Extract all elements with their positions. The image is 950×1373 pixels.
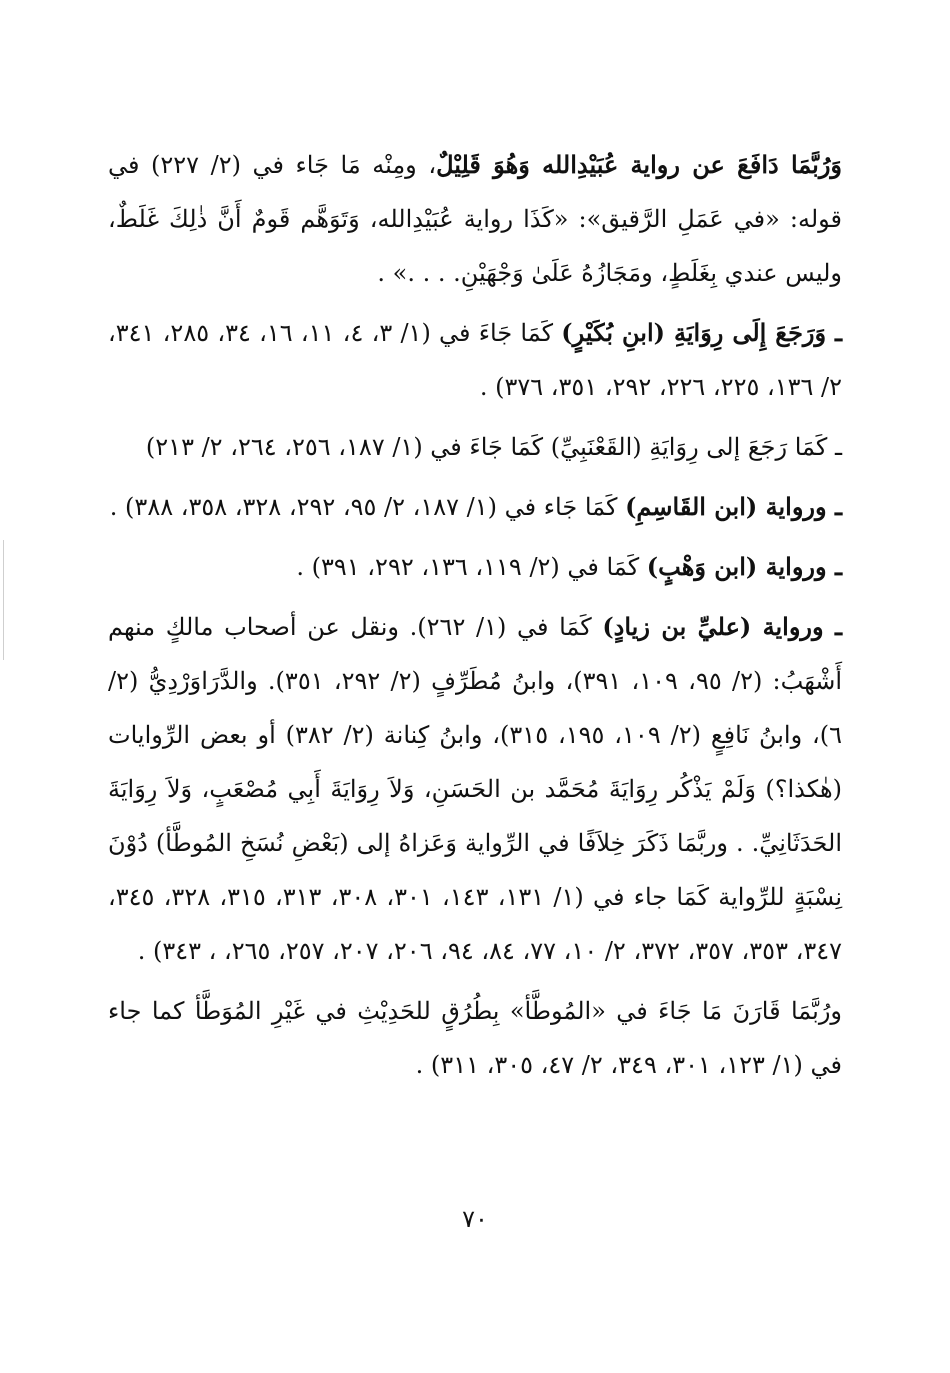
scan-edge-mark — [3, 540, 4, 660]
paragraph-2-emphasis: ـ وَرَجَعَ إِلَى رِوَايَةِ (ابنِ بُكَيْرٍ) — [561, 318, 843, 347]
paragraph-2-text: كَمَا جَاءَ في (١/ ٣، ٤، ١١، ١٦، ٣٤، ٢٨٥، ٣٤١، ٢/ ١٣٦، ٢٢٥، ٢٢٦، ٢٩٢، ٣٥١، ٣٧٦) . — [108, 319, 842, 401]
paragraph-6-emphasis: ـ ورواية (عليِّ بن زيادٍ) — [602, 612, 843, 641]
paragraph-3 — [108, 420, 842, 474]
paragraph-4-text: كَمَا جَاء في (١/ ١٨٧، ٢/ ٩٥، ٢٩٢، ٣٢٨، ٣٥٨، ٣٨٨) . — [109, 493, 626, 521]
paragraph-6-text: كَمَا في (١/ ٢٦٢). ونقل عن أصحاب مالكٍ منهم أَشْهَبُ: (٢/ ٩٥، ١٠٩، ٣٩١)، وابنُ مُطَرِّفٍ (٢/ ٢٩٢، ٣٥١). والدَّرَاوَرْدِيُّ (٢/ ٦)، وابنُ نَافِعٍ (٢/ ١٠٩، ١٩٥، ٣١٥)، وابنُ كِنانة (٢/ ٣٨٢) أو بعض الرِّوايات (هٰكذا؟) وَلَمْ يَذْكُر رِوَايَةَ مُحَمَّد بن الحَسَنِ، وَلاَ رِوَايَةَ أَبِي مُصْعَبٍ، وَلاَ رِوَايَةَ الحَدَثَانِيِّ. . وربَّمَا ذَكَرَ خِلاَفًا في الرِّواية وَعَزاهُ إلى (بَعْضِ نُسَخِ المُوطَّأ) دُوْنَ نِسْبَةٍ للرِّواية كَمَا جاء في (١/ ١٣١، ١٤٣، ٣٠١، ٣٠٨، ٣١٣، ٣١٥، ٣٢٨، ٣٤٥، ٣٤٧، ٣٥٣، ٣٥٧، ٣٧٢، ٢/ ١٠، ٧٧، ٨٤، ٩٤، ٢٠٦، ٢٠٧، ٢٥٧، ٢٦٥، ، ٣٤٣) . — [108, 613, 843, 965]
body-text — [108, 138, 842, 1098]
paragraph-1 — [108, 138, 842, 300]
paragraph-5 — [108, 540, 842, 594]
paragraph-4-emphasis: ـ ورواية (ابن القَاسِمِ) — [625, 492, 842, 521]
page-number: ٧٠ — [462, 1205, 488, 1233]
paragraph-3-text: ـ كَمَا رَجَعَ إلى رِوَايَةِ (القَعْنَبِيِّ) كَمَا جَاءَ في (١/ ١٨٧، ٢٥٦، ٢٦٤، ٢/ ٢١٣) — [145, 433, 842, 461]
paragraph-7 — [108, 984, 842, 1092]
paragraph-6 — [108, 600, 842, 978]
paragraph-1-emphasis: وَرُبَّمَا دَافَعَ عن رواية عُبَيْدِالله وَهُوَ قَلِيْلٌ — [436, 150, 842, 179]
paragraph-5-emphasis: ـ ورواية (ابن وَهْبٍ) — [646, 552, 842, 581]
paragraph-2 — [108, 306, 842, 414]
paragraph-1-text: ، ومِنْه مَا جَاء في (٢/ ٢٢٧) في قوله: «في عَمَلِ الرَّقيق»: «كَذَا رواية عُبَيْدِالله، وَتَوَهَّم قَومٌ أَنَّ ذٰلِكَ غَلَطٌ، وليس عندي بِغَلَطٍ، ومَجَازُهُ عَلَىٰ وَجْهَيْنِ. . . .» . — [108, 151, 842, 287]
paragraph-7-text: ورُبَّمَا قَارَنَ مَا جَاءَ في «المُوطَّأ» بِطُرُقٍ للحَدِيْثِ في غَيْرِ المُوَطَّأ كما جاء في (١/ ١٢٣، ٣٠١، ٣٤٩، ٢/ ٤٧، ٣٠٥، ٣١١) . — [108, 997, 842, 1079]
paragraph-5-text: كَمَا في (٢/ ١١٩، ١٣٦، ٢٩٢، ٣٩١) . — [296, 553, 647, 581]
paragraph-4 — [108, 480, 842, 534]
